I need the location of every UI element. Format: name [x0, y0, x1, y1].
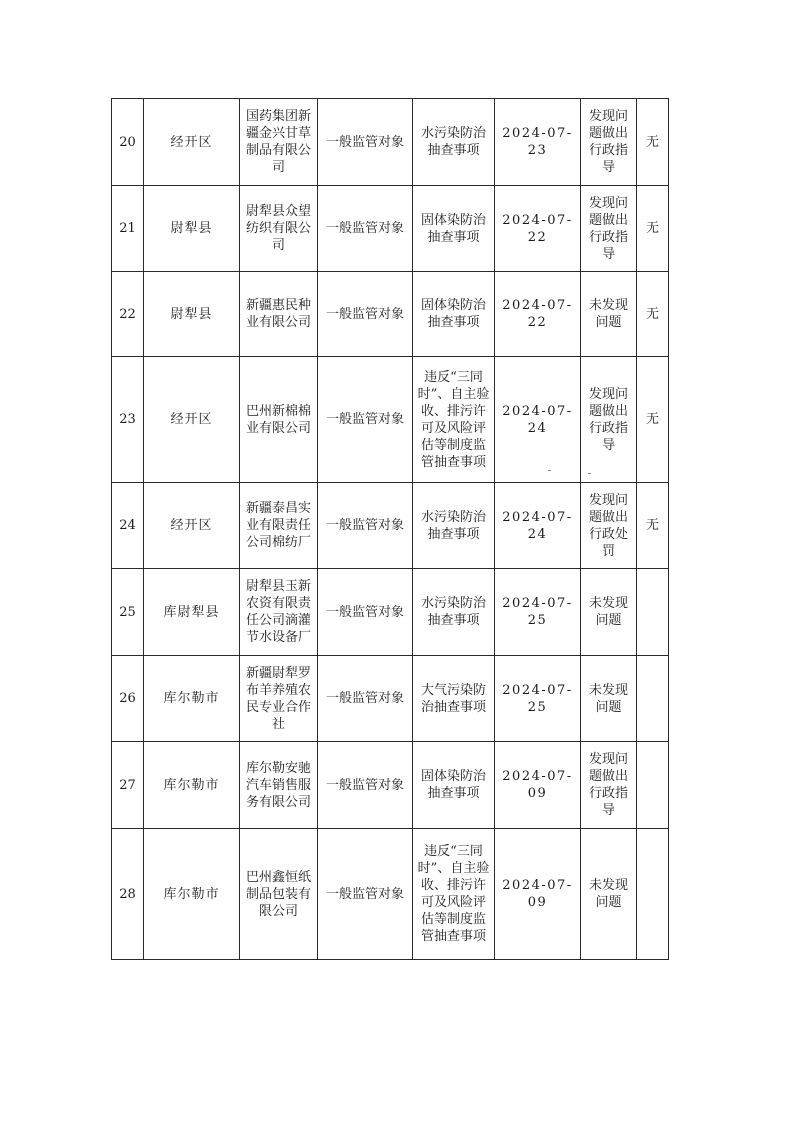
penalty-cell: 无 [637, 272, 669, 357]
penalty-cell [637, 829, 669, 960]
table-row [112, 357, 669, 483]
inspection-date-cell: 2024-07-25 [495, 656, 581, 742]
inspection-date-cell: 2024-07-09 [495, 829, 581, 960]
table-row [112, 829, 669, 960]
company-cell: 新疆尉犁罗布羊养殖农民专业合作社 [240, 656, 318, 742]
inspection-matter-cell: 固体染防治抽查事项 [413, 186, 495, 272]
inspection-matter-cell: 水污染防治抽查事项 [413, 99, 495, 186]
scan-mark [548, 470, 551, 471]
row-number: 22 [112, 272, 144, 357]
inspection-date-cell: 2024-07-24 [495, 483, 581, 569]
company-cell: 新疆惠民种业有限公司 [240, 272, 318, 357]
row-number: 28 [112, 829, 144, 960]
inspection-matter-cell: 水污染防治抽查事项 [413, 569, 495, 656]
result-cell: 发现问题做出行政指导 [581, 357, 637, 483]
penalty-cell [637, 656, 669, 742]
penalty-cell: 无 [637, 483, 669, 569]
area-cell: 经开区 [144, 357, 240, 483]
company-cell: 尉犁县玉新农资有限责任公司滴灌节水设备厂 [240, 569, 318, 656]
penalty-cell [637, 569, 669, 656]
table-row [112, 272, 669, 357]
area-cell: 库尉犁县 [144, 569, 240, 656]
area-cell: 尉犁县 [144, 272, 240, 357]
inspection-matter-cell: 固体染防治抽查事项 [413, 742, 495, 829]
inspection-matter-cell: 大气污染防治抽查事项 [413, 656, 495, 742]
row-number: 23 [112, 357, 144, 483]
penalty-cell: 无 [637, 186, 669, 272]
supervision-type-cell: 一般监管对象 [318, 272, 413, 357]
company-cell: 巴州新棉棉业有限公司 [240, 357, 318, 483]
penalty-cell: 无 [637, 99, 669, 186]
row-number: 26 [112, 656, 144, 742]
supervision-type-cell: 一般监管对象 [318, 483, 413, 569]
area-cell: 库尔勒市 [144, 742, 240, 829]
inspection-date-cell: 2024-07-23 [495, 99, 581, 186]
area-cell: 尉犁县 [144, 186, 240, 272]
supervision-type-cell: 一般监管对象 [318, 656, 413, 742]
area-cell: 经开区 [144, 483, 240, 569]
table-row [112, 656, 669, 742]
supervision-type-cell: 一般监管对象 [318, 186, 413, 272]
company-cell: 库尔勒安驰汽车销售服务有限公司 [240, 742, 318, 829]
penalty-cell [637, 742, 669, 829]
inspection-date-cell: 2024-07-22 [495, 186, 581, 272]
table-row [112, 186, 669, 272]
table-row [112, 742, 669, 829]
result-cell: 发现问题做出行政指导 [581, 742, 637, 829]
area-cell: 库尔勒市 [144, 656, 240, 742]
inspection-matter-cell: 违反“三同时”、自主验收、排污许可及风险评估等制度监管抽查事项 [413, 357, 495, 483]
table-row [112, 99, 669, 186]
inspection-date-cell: 2024-07-24 [495, 357, 581, 483]
inspection-matter-cell: 水污染防治抽查事项 [413, 483, 495, 569]
table-row [112, 569, 669, 656]
row-number: 27 [112, 742, 144, 829]
result-cell: 未发现问题 [581, 829, 637, 960]
result-cell: 发现问题做出行政指导 [581, 186, 637, 272]
scan-mark [588, 473, 591, 474]
supervision-type-cell: 一般监管对象 [318, 99, 413, 186]
company-cell: 国药集团新疆金兴甘草制品有限公司 [240, 99, 318, 186]
result-cell: 发现问题做出行政处罚 [581, 483, 637, 569]
area-cell: 经开区 [144, 99, 240, 186]
result-cell: 未发现问题 [581, 656, 637, 742]
area-cell: 库尔勒市 [144, 829, 240, 960]
row-number: 25 [112, 569, 144, 656]
inspection-table [111, 98, 669, 960]
table-row [112, 483, 669, 569]
result-cell: 发现问题做出行政指导 [581, 99, 637, 186]
inspection-matter-cell: 违反“三同时”、自主验收、排污许可及风险评估等制度监管抽查事项 [413, 829, 495, 960]
inspection-date-cell: 2024-07-22 [495, 272, 581, 357]
row-number: 20 [112, 99, 144, 186]
company-cell: 新疆泰昌实业有限责任公司棉纺厂 [240, 483, 318, 569]
supervision-type-cell: 一般监管对象 [318, 742, 413, 829]
inspection-date-cell: 2024-07-25 [495, 569, 581, 656]
penalty-cell: 无 [637, 357, 669, 483]
company-cell: 巴州鑫恒纸制品包装有限公司 [240, 829, 318, 960]
row-number: 24 [112, 483, 144, 569]
inspection-date-cell: 2024-07-09 [495, 742, 581, 829]
supervision-type-cell: 一般监管对象 [318, 829, 413, 960]
result-cell: 未发现问题 [581, 569, 637, 656]
row-number: 21 [112, 186, 144, 272]
result-cell: 未发现问题 [581, 272, 637, 357]
company-cell: 尉犁县众望纺织有限公司 [240, 186, 318, 272]
supervision-type-cell: 一般监管对象 [318, 357, 413, 483]
supervision-type-cell: 一般监管对象 [318, 569, 413, 656]
inspection-matter-cell: 固体染防治抽查事项 [413, 272, 495, 357]
